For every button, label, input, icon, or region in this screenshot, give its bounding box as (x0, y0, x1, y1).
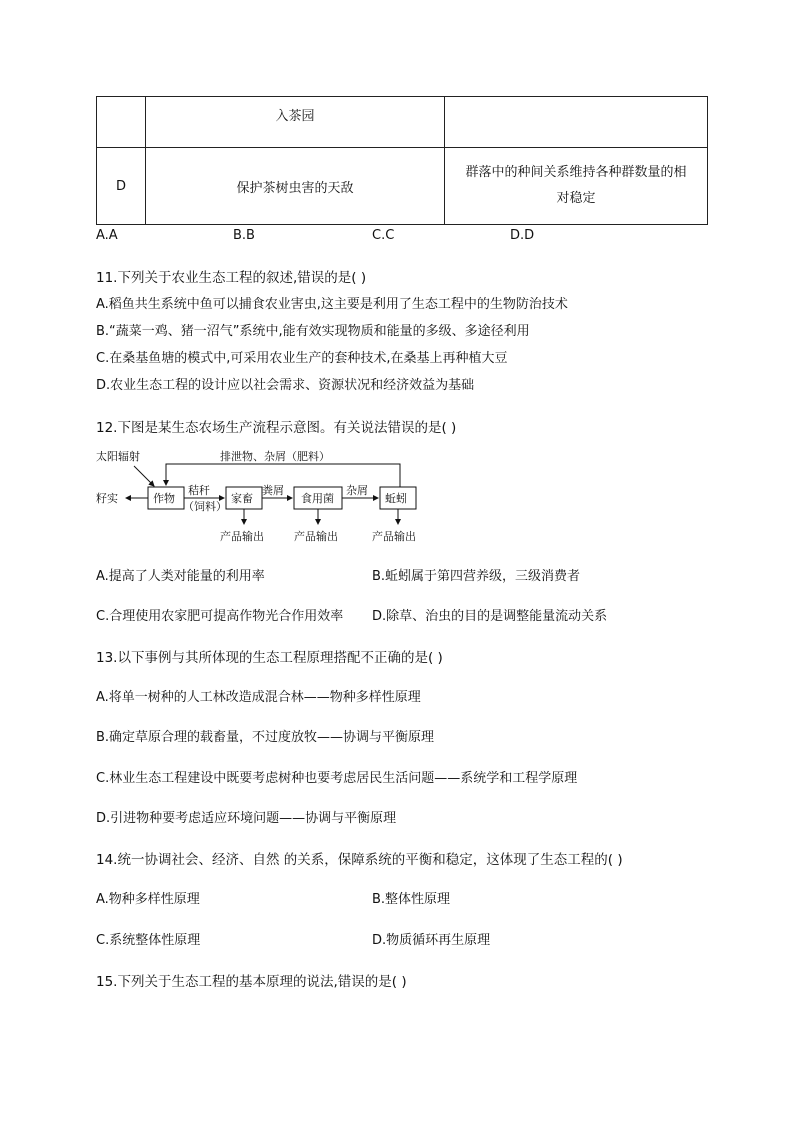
q14-option-c[interactable]: C.系统整体性原理 (96, 933, 201, 948)
node-earthworm: 蚯蚓 (385, 492, 407, 505)
sun-arrow (134, 466, 154, 486)
node-mushroom: 食用菌 (301, 492, 334, 505)
q13-option-d[interactable]: D.引进物种要考虑适应环境问题——协调与平衡原理 (96, 811, 397, 826)
q12-option-c[interactable]: C.合理使用农家肥可提高作物光合作用效率 (96, 609, 344, 624)
q10-option-c[interactable]: C.C (372, 228, 395, 243)
node-crop: 作物 (153, 492, 175, 505)
output-label-mushroom: 产品输出 (294, 530, 338, 543)
q13-option-b[interactable]: B.确定草原合理的载畜量，不过度放牧——协调与平衡原理 (96, 730, 435, 745)
sun-label: 太阳辐射 (96, 450, 140, 463)
edge3-label: 杂屑 (346, 484, 368, 497)
q10-option-b[interactable]: B.B (233, 228, 255, 243)
q11-title: 11.下列关于农业生态工程的叙述,错误的是( ) (96, 270, 367, 286)
table-row (97, 148, 708, 225)
edge1-label-1: 秸秆 (188, 484, 210, 497)
q14-option-b[interactable]: B.整体性原理 (372, 892, 451, 907)
q13-option-c[interactable]: C.林业生态工程建设中既要考虑树种也要考虑居民生活问题——系统学和工程学原理 (96, 771, 578, 786)
q12-option-b[interactable]: B.蚯蚓属于第四营养级，三级消费者 (372, 569, 581, 584)
output-label-earthworm: 产品输出 (372, 530, 416, 543)
principle-line-1: 群落中的种间关系维持各种群数量的相 (465, 165, 687, 180)
q14-option-a[interactable]: A.物种多样性原理 (96, 892, 200, 907)
edge2-label: 粪屑 (262, 484, 284, 497)
q11-option-a[interactable]: A.稻鱼共生系统中鱼可以捕食农业害虫,这主要是利用了生态工程中的生物防治技术 (96, 297, 568, 312)
q11-option-b[interactable]: B.“蔬菜一鸡、猪一沼气”系统中,能有效实现物质和能量的多级、多途径利用 (96, 324, 530, 339)
q12-option-d[interactable]: D.除草、治虫的目的是调整能量流动关系 (372, 609, 608, 624)
answer-table (96, 96, 708, 225)
q10-option-d[interactable]: D.D (510, 228, 535, 243)
table-cell-principle (445, 148, 708, 225)
table-cell-principle (445, 97, 708, 148)
q12-title: 12.下图是某生态农场生产流程示意图。有关说法错误的是( ) (96, 420, 457, 436)
table-row (97, 97, 708, 148)
table-cell-label (97, 97, 146, 148)
table-cell-label: D (97, 148, 146, 225)
seed-label: 籽实 (96, 492, 118, 505)
q13-title: 13.以下事例与其所体现的生态工程原理搭配不正确的是( ) (96, 650, 443, 666)
q15-title: 15.下列关于生态工程的基本原理的说法,错误的是( ) (96, 974, 407, 990)
top-label: 排泄物、杂屑（肥料） (220, 450, 330, 463)
q11-option-c[interactable]: C.在桑基鱼塘的模式中,可采用农业生产的套种技术,在桑基上再种植大豆 (96, 351, 508, 366)
edge1-label-2: （饲料） (183, 500, 227, 513)
q10-option-a[interactable]: A.A (96, 228, 118, 243)
eco-farm-flow-diagram (90, 448, 430, 548)
q14-option-d[interactable]: D.物质循环再生原理 (372, 933, 491, 948)
q13-option-a[interactable]: A.将单一树种的人工林改造成混合林——物种多样性原理 (96, 690, 421, 705)
q14-title: 14.统一协调社会、经济、自然 的关系，保障系统的平衡和稳定，这体现了生态工程的( ) (96, 852, 623, 868)
q12-option-a[interactable]: A.提高了人类对能量的利用率 (96, 569, 265, 584)
table-cell-measure: 入茶园 (146, 97, 445, 148)
output-label-livestock: 产品输出 (220, 530, 264, 543)
principle-line-2: 对稳定 (556, 191, 596, 206)
table-cell-measure: 保护茶树虫害的天敌 (146, 148, 445, 225)
node-livestock: 家畜 (231, 492, 253, 505)
q11-option-d[interactable]: D.农业生态工程的设计应以社会需求、资源状况和经济效益为基础 (96, 378, 475, 393)
